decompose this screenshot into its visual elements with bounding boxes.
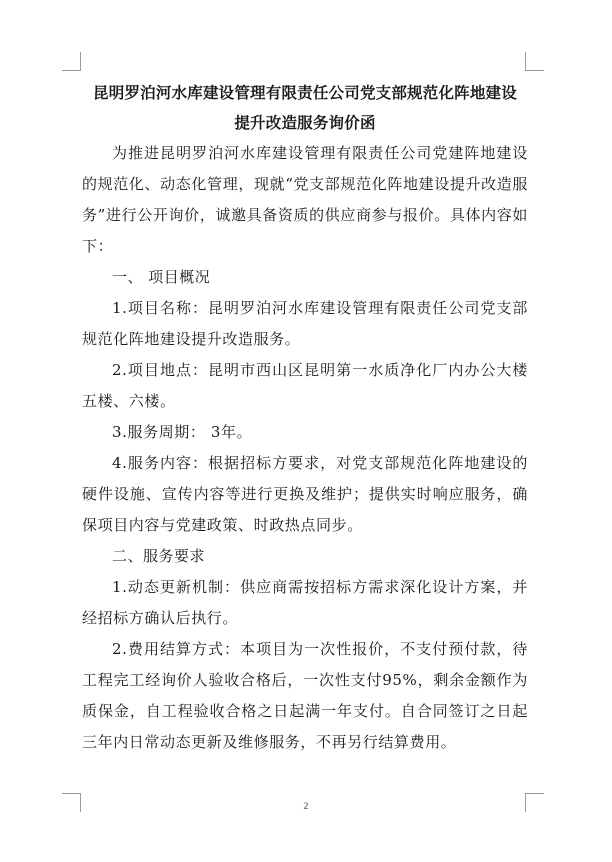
intro-paragraph: 为推进昆明罗泊河水库建设管理有限责任公司党建阵地建设的规范化、动态化管理，现就“党支部规范化阵地建设提升改造服务”进行公开询价，诚邀具备资质的供应商参与报价。具体内容如下： <box>82 144 528 255</box>
document-body <box>82 78 528 758</box>
section-2-item-1: 1.动态更新机制：供应商需按招标方需求深化设计方案，并经招标方确认后执行。 <box>82 578 528 627</box>
section-1-item-3: 3.服务周期： 3年。 <box>112 423 253 441</box>
crop-mark-top-right <box>525 52 544 71</box>
section-2-item-2: 2.费用结算方式：本项目为一次性报价，不支付预付款，待工程完工经询价人验收合格后，一次性支付95%，剩余金额作为质保金，自工程验收合格之日起满一年支付。自合同签订之日起三年内日常动态更新及维修服务，不再另行结算费用。 <box>82 640 528 751</box>
section-1-item-1: 1.项目名称：昆明罗泊河水库建设管理有限责任公司党支部规范化阵地建设提升改造服务。 <box>82 299 528 348</box>
section-1-item-4: 4.服务内容：根据招标方要求，对党支部规范化阵地建设的硬件设施、宣传内容等进行更换及维护；提供实时响应服务，确保项目内容与党建政策、时政热点同步。 <box>82 454 528 534</box>
document-title <box>82 78 528 138</box>
title-line-2: 提升改造服务询价函 <box>234 114 376 132</box>
title-line-1: 昆明罗泊河水库建设管理有限责任公司党支部规范化阵地建设 <box>93 84 517 102</box>
section-1-heading: 一、 项目概况 <box>112 268 211 286</box>
page-number: 2 <box>303 802 309 812</box>
crop-mark-top-left <box>62 52 81 71</box>
section-2-heading: 二、服务要求 <box>112 547 206 565</box>
section-1-item-2: 2.项目地点：昆明市西山区昆明第一水质净化厂内办公大楼五楼、六楼。 <box>82 361 528 410</box>
